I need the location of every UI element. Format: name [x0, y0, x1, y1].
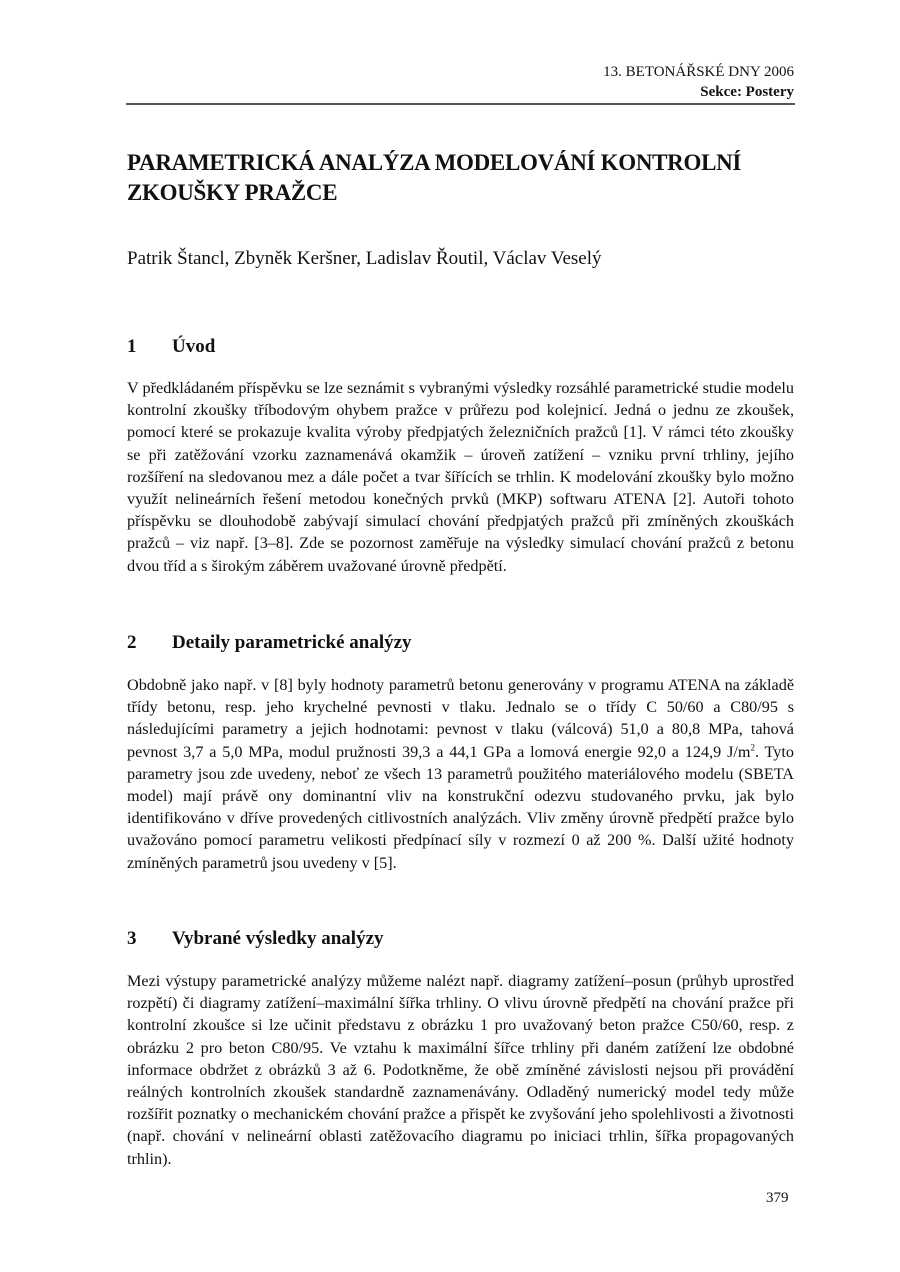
conference-name: 13. BETONÁŘSKÉ DNY 2006 — [603, 64, 794, 80]
section-label: Sekce: Postery — [700, 84, 794, 100]
section-heading-1 — [127, 334, 215, 360]
section-2-paragraph — [127, 674, 794, 874]
running-header — [126, 62, 794, 102]
section-number: 2 — [127, 632, 137, 653]
section-heading-3 — [127, 926, 384, 952]
paragraph-text: Obdobně jako např. v [8] byly hodnoty parametrů betonu generovány v programu ATENA na základě třídy betonu, resp. jeho krychelné pevnosti v tlaku. Jednalo se o třídy C 50/60 a C80/95 s následujícími parametry a jejich hodnotami: pevnost v tlaku (válcová) 51,0 a 80,8 MPa, tahová pevnost 3,7 a 5,0 MPa, modul pružnosti 39,3 a 44,1 GPa a lomová energie 92,0 a 124,9 J/m — [127, 676, 794, 761]
section-number: 3 — [127, 928, 137, 949]
page-number: 379 — [766, 1190, 789, 1206]
superscript: 2 — [750, 742, 755, 753]
section-3-paragraph: Mezi výstupy parametrické analýzy můžeme nalézt např. diagramy zatížení–posun (průhyb uprostřed rozpětí) či diagramy zatížení–maximální šířka trhliny. O vlivu úrovně předpětí na chování pražce při kontrolní zkoušce si lze učinit představu z obrázku 1 pro uvažovaný beton pražce C50/60, resp. z obrázku 2 pro beton C80/95. Ve vztahu k maximální šířce trhliny při daném zatížení lze obdobné informace obdržet z obrázků 3 až 6. Podotkněme, že obě zmíněné závislosti nejsou při provádění reálných kontrolních zkoušek standardně zaznamenávány. Odladěný numerický model tedy může rozšířit poznatky o mechanickém chování pražce a přispět ke zvyšování jeho spolehlivosti a životnosti (např. chování v nelineární oblasti zatěžovacího diagramu po iniciaci trhlin, šířka propagovaných trhlin). — [127, 972, 794, 1168]
section-number: 1 — [127, 336, 137, 357]
section-1-paragraph: V předkládaném příspěvku se lze seznámit s vybranými výsledky rozsáhlé parametrické studie modelu kontrolní zkoušky tříbodovým ohybem pražce v průřezu pod kolejnicí. Jedná o jednu ze zkoušek, pomocí které se prokazuje kvalita výroby předpjatých železničních pražců [1]. V rámci této zkoušky se při zatěžování vzorku zaznamenává okamžik – úroveň zatížení – vzniku první trhliny, jejího rozšíření na sledovanou mez a dále počet a tvar šířících se trhlin. K modelování zkoušky bylo možno využít nelineárních řešení metodou konečných prvků (MKP) softwaru ATENA [2]. Autoři tohoto příspěvku se dlouhodobě zabývají simulací chování předpjatých pražců při zmíněných zkouškách pražců – viz např. [3–8]. Zde se pozornost zaměřuje na výsledky simulací chování pražců z betonu dvou tříd a s širokým záběrem uvažované úrovně předpětí. — [127, 379, 794, 575]
section-heading-2 — [127, 630, 412, 656]
author-list: Patrik Štancl, Zbyněk Keršner, Ladislav Řoutil, Václav Veselý — [127, 248, 602, 269]
section-title: Vybrané výsledky analýzy — [172, 928, 384, 949]
paragraph-text: . Tyto parametry jsou zde uvedeny, neboť ze všech 13 parametrů použitého materiálového modelu (SBETA model) mají právě ony dominantní vliv na konstrukční odezvu studovaného prvku, jak bylo identifikováno v dříve provedených citlivostních analýzách. Vliv změny úrovně předpětí pražce bylo uvažováno pomocí parametru velikosti předpínací síly v rozmezí 0 až 200 %. Další užité hodnoty zmíněných parametrů jsou uvedeny v [5]. — [127, 742, 794, 872]
section-title: Detaily parametrické analýzy — [172, 632, 412, 653]
paper-title: PARAMETRICKÁ ANALÝZA MODELOVÁNÍ KONTROLNÍ ZKOUŠKY PRAŽCE — [127, 150, 742, 205]
section-title: Úvod — [172, 336, 216, 357]
header-divider — [126, 103, 795, 105]
